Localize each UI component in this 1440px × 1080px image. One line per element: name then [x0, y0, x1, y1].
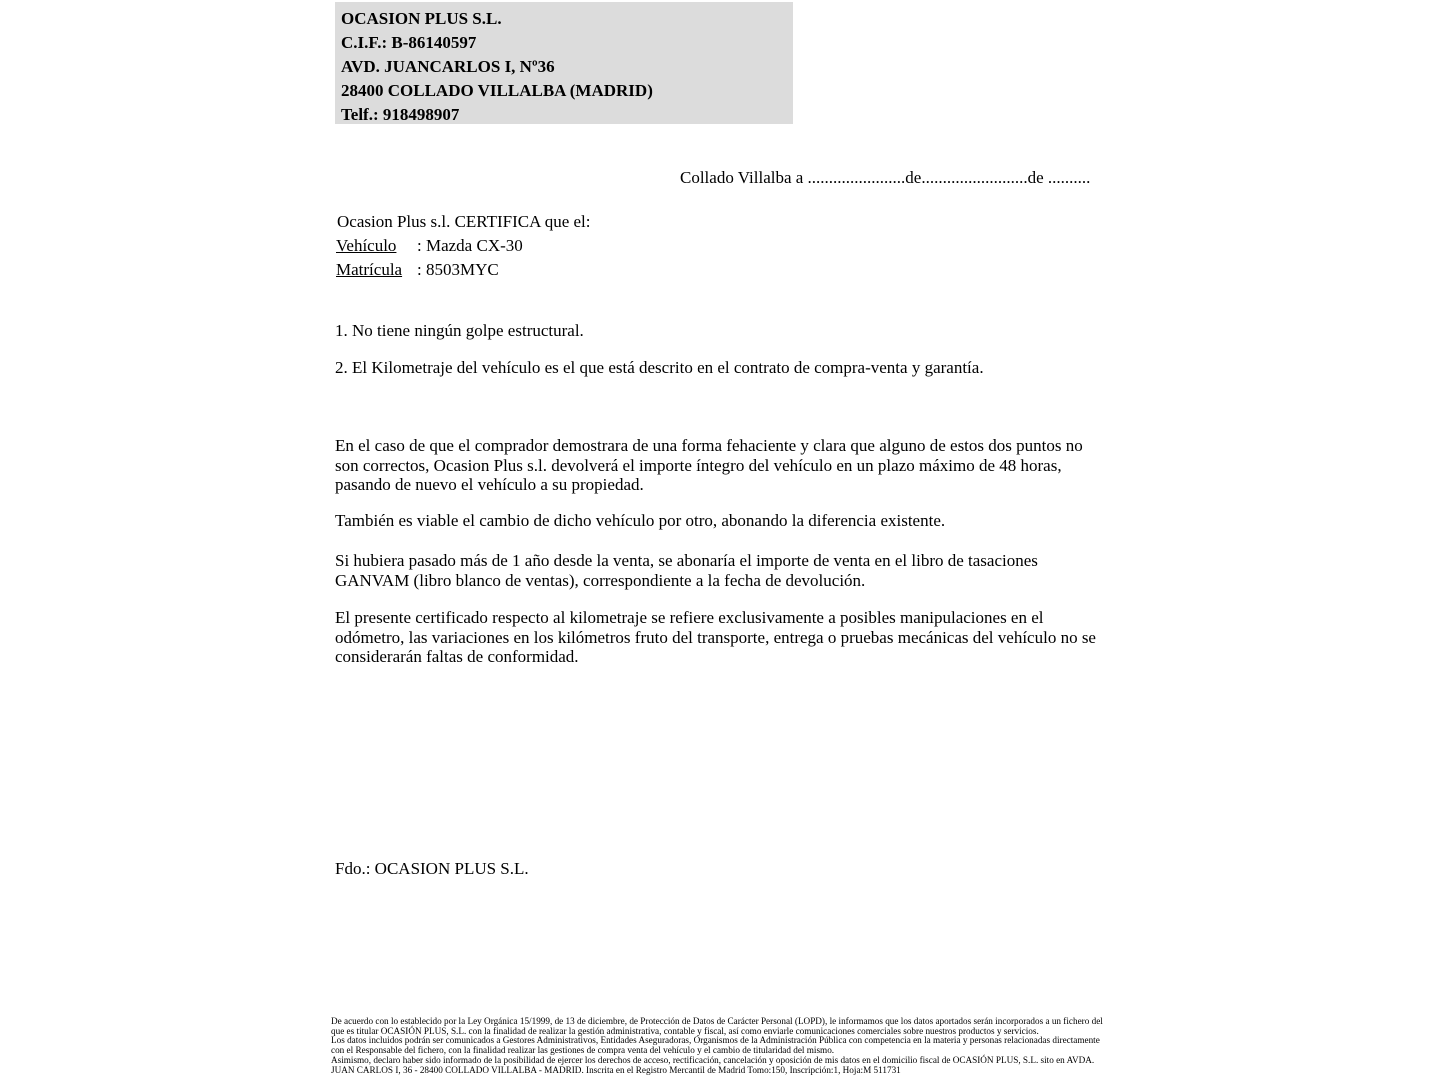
condition-point-1: 1. No tiene ningún golpe estructural. [335, 321, 584, 340]
company-name: OCASION PLUS S.L. [341, 9, 502, 28]
legal-paragraph-lopd: De acuerdo con lo establecido por la Ley Orgánica 15/1999, de 13 de diciembre, de Protección de Datos de Carácter Personal (LOPD), le informamos que los datos aportados serán incorporados a un fichero del que es titular OCASIÓN PLUS, S.L. con la finalidad de realizar la gestión administrativa, contable y fiscal, así como enviarle comunicaciones comerciales sobre nuestros productos y servicios. [331, 1016, 1103, 1036]
plate-label: Matrícula [336, 260, 403, 279]
vehicle-row [336, 236, 523, 256]
legal-paragraph-data-sharing: Los datos incluidos podrán ser comunicados a Gestores Administrativos, Entidades Aseguradoras, Organismos de la Administración Pública con competencia en la materia y personas relacionadas directamente con el Responsable del fichero, con la finalidad realizar las gestiones de compra venta del vehículo y el cambio de titularidad del mismo. [331, 1035, 1100, 1056]
plate-label-field [336, 260, 417, 280]
certify-intro: Ocasion Plus s.l. CERTIFICA que el: [337, 212, 591, 231]
paragraph-refund: En el caso de que el comprador demostrara de una forma fehaciente y clara que alguno de estos dos puntos no son correctos, Ocasion Plus s.l. devolverá el importe íntegro del vehículo en un plazo máximo de 48 horas, pasando de nuevo el vehículo a su propiedad. [335, 436, 1083, 494]
paragraph-odometer: El presente certificado respecto al kilometraje se refiere exclusivamente a posibles manipulaciones en el odómetro, las variaciones en los kilómetros fruto del transporte, entrega o pruebas mecánicas del vehículo no se considerarán faltas de conformidad. [335, 608, 1096, 666]
plate-value: : 8503MYC [417, 260, 499, 279]
condition-point-2: 2. El Kilometraje del vehículo es el que está descrito en el contrato de compra-venta y garantía. [335, 358, 984, 377]
legal-paragraph-rights: Asimismo, declaro haber sido informado de la posibilidad de ejercer los derechos de acceso, rectificación, cancelación y oposición de mis datos en el domicilio fiscal de OCASIÓN PLUS, S.L. sito en AVDA. JUAN CARLOS I, 36 - 28400 COLLADO VILLALBA - MADRID. Inscrita en el Registro Mercantil de Madrid Tomo:150, Inscripción:1, Hoja:M 511731 [331, 1054, 1095, 1075]
company-cif: C.I.F.: B-86140597 [341, 33, 477, 52]
date-line: Collado Villalba a .......................de.........................de .......... [680, 168, 1091, 187]
company-city: 28400 COLLADO VILLALBA (MADRID) [341, 81, 653, 100]
company-address: AVD. JUANCARLOS I, Nº36 [341, 57, 555, 76]
paragraph-exchange: También es viable el cambio de dicho vehículo por otro, abonando la diferencia existente. [335, 511, 946, 530]
plate-row [336, 260, 499, 280]
vehicle-label-field [336, 236, 417, 256]
vehicle-value: : Mazda CX-30 [417, 236, 523, 255]
company-header-box [335, 2, 793, 124]
paragraph-ganvam: Si hubiera pasado más de 1 año desde la venta, se abonaría el importe de venta en el libro de tasaciones GANVAM (libro blanco de ventas), correspondiente a la fecha de devolución. [335, 551, 1038, 590]
vehicle-label: Vehículo [336, 236, 397, 255]
company-phone: Telf.: 918498907 [341, 105, 460, 124]
legal-footer [331, 1017, 1103, 1075]
signature-line: Fdo.: OCASION PLUS S.L. [335, 859, 529, 878]
